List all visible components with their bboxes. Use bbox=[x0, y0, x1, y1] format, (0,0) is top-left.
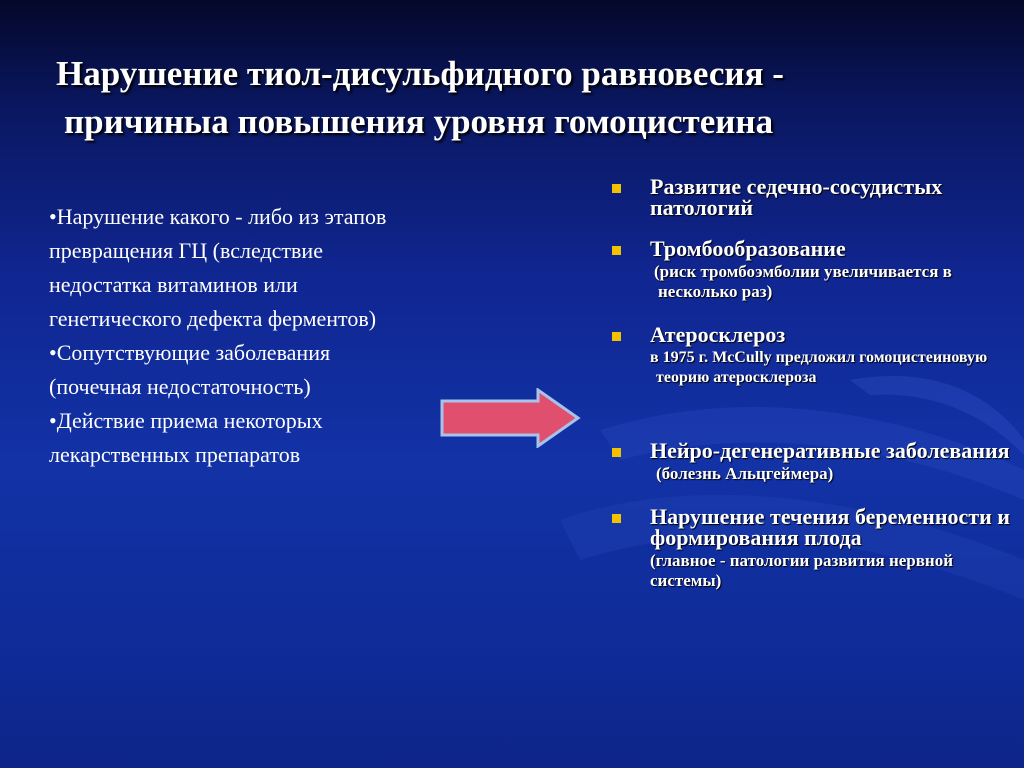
consequence-heading: Развитие седечно-сосудистых патологий bbox=[650, 174, 943, 220]
causes-list bbox=[49, 200, 389, 472]
consequence-item-2 bbox=[612, 238, 1012, 302]
square-bullet-icon bbox=[612, 332, 621, 341]
consequence-heading: Тромбообразование bbox=[650, 236, 846, 261]
cause-item-1: •Нарушение какого - либо из этапов превращения ГЦ (вследствие недостатка витаминов или генетического дефекта ферментов) bbox=[49, 204, 387, 331]
square-bullet-icon bbox=[612, 514, 621, 523]
slide-title-line1: Нарушение тиол-дисульфидного равновесия - bbox=[56, 54, 784, 93]
consequence-note: (главное - патологии развития нервной системы) bbox=[650, 551, 954, 590]
right-arrow-icon bbox=[440, 388, 582, 448]
consequence-note: (риск тромбоэмболии увеличивается в несколько раз) bbox=[654, 262, 952, 301]
consequence-item-3 bbox=[612, 324, 1012, 388]
square-bullet-icon bbox=[612, 246, 621, 255]
square-bullet-icon bbox=[612, 448, 621, 457]
consequence-item-4 bbox=[612, 440, 1012, 484]
consequence-heading: Нейро-дегенеративные заболевания bbox=[650, 438, 1010, 463]
consequence-item-5 bbox=[612, 506, 1012, 591]
slide-title bbox=[56, 50, 986, 146]
consequences-list bbox=[612, 176, 1012, 591]
square-bullet-icon bbox=[612, 184, 621, 193]
cause-item-3: •Действие приема некоторых лекарственных препаратов bbox=[49, 408, 323, 467]
slide-title-line2: причиныа повышения уровня гомоцистеина bbox=[64, 102, 774, 141]
consequence-heading: Атеросклероз bbox=[650, 322, 786, 347]
consequence-item-1 bbox=[612, 176, 1012, 218]
consequence-note: в 1975 г. McCully предложил гомоцистеиновую теорию атеросклероза bbox=[650, 349, 988, 386]
consequence-heading: Нарушение течения беременности и формирования плода bbox=[650, 504, 1010, 550]
consequence-note: (болезнь Альцгеймера) bbox=[656, 464, 834, 483]
cause-item-2: •Сопутствующие заболевания (почечная недостаточность) bbox=[49, 340, 331, 399]
